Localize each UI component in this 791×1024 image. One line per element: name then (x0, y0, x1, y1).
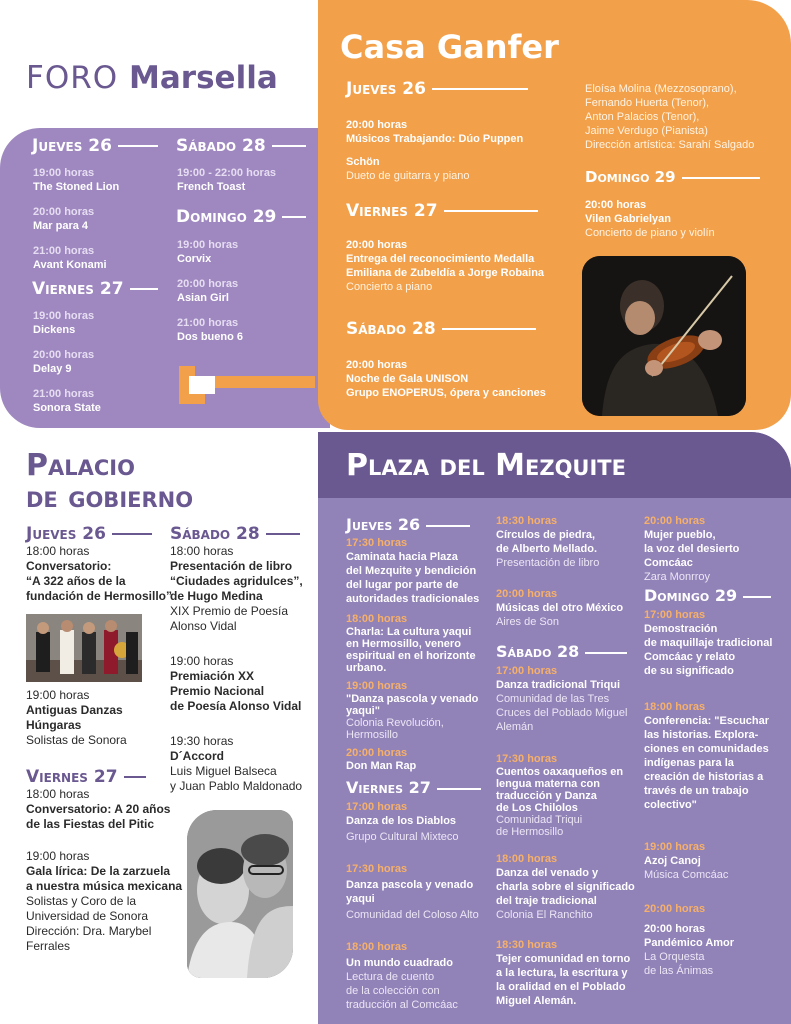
plaza-event: 20:00 horas Don Man Rap (346, 747, 417, 772)
dancers-photo (26, 614, 142, 682)
plaza-event: 17:00 horas Danza tradicional Triqui Comunidad de las Tres Cruces del Poblado Miguel Alemán (496, 665, 628, 733)
foro-event: 20:00 horas Asian Girl (177, 278, 239, 304)
foro-day-domingo: Domingo 29 (176, 207, 306, 227)
palacio-event: 19:30 horas D´Accord Luis Miguel Balseca y Juan Pablo Maldonado (170, 734, 303, 793)
plaza-event: 18:00 horas Danza del venado y charla sobre el significado del traje tradicional Colonia El Ranchito (496, 853, 635, 921)
plaza-event: 18:00 horas Un mundo cuadrado Lectura de cuento de la colección con traducción al Comcáac (346, 941, 458, 1011)
plaza-event: 17:00 horas Danza de los Diablos Grupo Cultural Mixteco (346, 801, 459, 843)
foro-event: 21:00 horas Dos bueno 6 (177, 317, 244, 343)
ganfer-day-jueves: Jueves 26 (346, 79, 528, 99)
palacio-event: 18:00 horas Conversatorio: “A 322 años de la fundación de Hermosillo” (26, 544, 173, 603)
plaza-event: 20:00 horas Mujer pueblo, la voz del desierto Comcáac Zara Monrroy (644, 515, 740, 583)
foro-day-viernes: Viernes 27 (32, 279, 158, 299)
palacio-title-line1: Palacio (26, 448, 135, 483)
ganfer-event-sabado: 20:00 horas Noche de Gala UNISON Grupo ENOPERUS, ópera y canciones (346, 359, 546, 399)
plaza-event: 18:30 horas Tejer comunidad en torno a la lectura, la escritura y la oralidad en el Poblado Miguel Alemán. (496, 939, 631, 1007)
palacio-day-viernes: Viernes 27 (26, 767, 146, 787)
plaza-event: 17:30 horas Cuentos oaxaqueños en lengua materna con traducción y Danza de Los Chilolos Comunidad Triqui de Hermosillo (496, 753, 624, 838)
ganfer-day-sabado: Sábado 28 (346, 319, 536, 339)
plaza-event: 18:00 horas Conferencia: "Escuchar las historias. Explora- ciones en comunidades indígenas para la creación de historias a través de un trabajo colectivo" (644, 701, 770, 811)
plaza-day-viernes: Viernes 27 (346, 778, 481, 797)
ganfer-event-viernes: 20:00 horas Entrega del reconocimiento Medalla Emiliana de Zubeldía a Jorge Robaina Concierto a piano (346, 239, 545, 293)
plaza-event: 20:00 horas Músicas del otro México Aires de Son (496, 588, 624, 628)
plaza-day-sabado: Sábado 28 (496, 642, 627, 661)
ganfer-cast: Eloísa Molina (Mezzosoprano), Fernando Huerta (Tenor), Anton Palacios (Tenor), Jaime Verdugo (Pianista) Dirección artística: Sarahí Salgado (585, 83, 755, 151)
plaza-event: 17:30 horas Caminata hacia Plaza del Mezquite y bendición del lugar por parte de autoridades tradicionales (346, 537, 480, 605)
plaza-title: Plaza del Mezquite (346, 448, 626, 483)
plaza-event: 19:00 horas "Danza pascola y venado yaqui" Colonia Revolución, Hermosillo (346, 680, 479, 741)
foro-event: 20:00 horas Mar para 4 (33, 206, 95, 232)
palacio-event: 18:00 horas Presentación de libro “Ciudades agridulces”, de Hugo Medina XIX Premio de Poesía Alonso Vidal (170, 544, 303, 633)
duo-photo (187, 810, 293, 978)
connector-graphic (175, 362, 325, 408)
foro-event: 21:00 horas Sonora State (33, 388, 101, 414)
ganfer-day-domingo: Domingo 29 (585, 168, 760, 186)
foro-marsella-title (26, 60, 278, 96)
palacio-event: 18:00 horas Conversatorio: A 20 años de las Fiestas del Pitic (26, 787, 171, 831)
foro-event: 19:00 - 22:00 horas French Toast (177, 167, 277, 193)
foro-title-b: Marsella (129, 60, 278, 96)
foro-title-a: FORO (26, 60, 130, 96)
plaza-event: 20:00 horas 20:00 horas Pandémico Amor La Orquesta de las Ánimas (644, 903, 735, 977)
palacio-event: 19:00 horas Gala lírica: De la zarzuela a nuestra música mexicana Solistas y Coro de la Universidad de Sonora Dirección: Dra. Marybel Ferrales (26, 849, 183, 953)
ganfer-event-jueves: 20:00 horas Músicos Trabajando: Dúo Puppen Schön Dueto de guitarra y piano (346, 119, 524, 182)
palacio-event: 19:00 horas Premiación XX Premio Nacional de Poesía Alonso Vidal (170, 654, 302, 713)
foro-event: 20:00 horas Delay 9 (33, 349, 95, 375)
foro-day-sabado: Sábado 28 (176, 136, 306, 156)
ganfer-event-domingo: 20:00 horas Vilen Gabrielyan Concierto de piano y violín (585, 199, 715, 239)
palacio-day-sabado: Sábado 28 (170, 524, 300, 544)
foro-day-jueves: Jueves 26 (32, 136, 158, 156)
palacio-title (26, 450, 193, 514)
plaza-event: 17:00 horas Demostración de maquillaje tradicional Comcáac y relato de su significado (644, 609, 773, 677)
plaza-event: 17:30 horas Danza pascola y venado yaqui Comunidad del Coloso Alto (346, 863, 479, 921)
palacio-title-line2: de gobierno (26, 480, 194, 515)
plaza-day-domingo: Domingo 29 (644, 586, 771, 605)
violinist-photo (582, 256, 746, 416)
plaza-event: 18:00 horas Charla: La cultura yaqui en Hermosillo, venero espiritual en el horizonte urbano. (346, 613, 476, 674)
foro-event: 19:00 horas Corvix (177, 239, 239, 265)
foro-event: 19:00 horas The Stoned Lion (33, 167, 120, 193)
casa-ganfer-title: Casa Ganfer (340, 28, 559, 66)
plaza-event: 19:00 horas Azoj Canoj Música Comcáac (644, 841, 729, 881)
ganfer-day-viernes: Viernes 27 (346, 201, 538, 221)
foro-event: 19:00 horas Dickens (33, 310, 95, 336)
foro-event: 21:00 horas Avant Konami (33, 245, 107, 271)
palacio-day-jueves: Jueves 26 (26, 524, 152, 544)
plaza-day-jueves: Jueves 26 (346, 515, 470, 534)
plaza-event: 18:30 horas Círculos de piedra, de Alberto Mellado. Presentación de libro (496, 515, 600, 569)
palacio-event: 19:00 horas Antiguas Danzas Húngaras Solistas de Sonora (26, 688, 127, 747)
